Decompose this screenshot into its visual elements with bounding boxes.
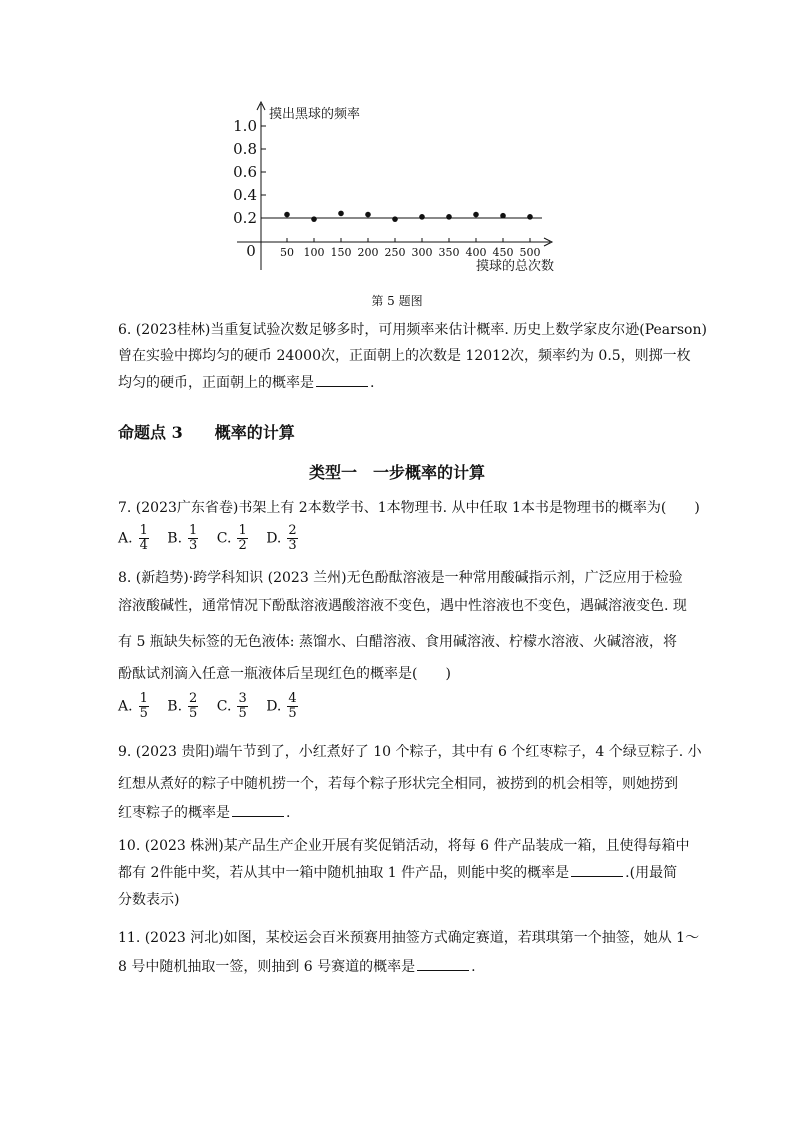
q8-choice-d[interactable]: D. $\frac{4}{5}$ [266, 691, 297, 721]
data-point [446, 214, 452, 220]
x-tick-label: 50 [280, 246, 294, 259]
x-tick-label: 150 [330, 246, 352, 259]
data-point [365, 212, 371, 218]
q7-choice-c[interactable]: C. $\frac{1}{2}$ [216, 523, 247, 553]
y-tick-label: 0.2 [233, 209, 257, 227]
y-axis-label: 摸出黑球的频率 [269, 107, 361, 122]
x-tick-label: 100 [303, 246, 325, 259]
q11-line-2-text: 8 号中随机抽取一签，则抽到 6 号赛道的概率是 [118, 959, 416, 975]
q11-line-2 [118, 956, 476, 977]
x-tick-label: 400 [465, 246, 487, 259]
q9-line-3 [118, 802, 290, 823]
origin-label: 0 [246, 242, 256, 260]
frequency-scatter-chart [225, 98, 565, 278]
x-tick-label: 250 [384, 246, 406, 259]
q8-choice-b[interactable]: B. $\frac{2}{5}$ [167, 691, 198, 721]
data-point [500, 213, 506, 219]
answer-blank [571, 862, 623, 877]
q10-line-2-end: .(用最简 [625, 865, 678, 881]
q8-choice-c[interactable]: C. $\frac{3}{5}$ [216, 691, 247, 721]
y-tick-label: 0.4 [233, 186, 257, 204]
fraction: $\frac{4}{5}$ [288, 691, 297, 721]
q11-line-2-end: . [471, 959, 476, 975]
q7-choice-b[interactable]: B. $\frac{1}{3}$ [167, 523, 198, 553]
q8-choices [118, 692, 312, 721]
q7-choice-d[interactable]: D. $\frac{2}{3}$ [266, 523, 297, 553]
q6-line-3-end: . [370, 375, 375, 391]
answer-blank [417, 956, 469, 971]
answer-blank [316, 372, 368, 387]
figure-caption: 第 5 题图 [371, 294, 423, 308]
type-heading: 类型一 一步概率的计算 [308, 463, 485, 482]
x-tick-label: 200 [357, 246, 379, 259]
fraction: $\frac{2}{3}$ [288, 523, 297, 553]
answer-blank [232, 802, 284, 817]
q10-line-3: 分数表示) [118, 892, 180, 908]
q9-line-3-end: . [286, 805, 291, 821]
q8-line-1: 8. (新趋势)·跨学科知识 (2023 兰州)无色酚酞溶液是一种常用酸碱指示剂，广泛应用于检验 [118, 570, 683, 586]
x-tick-label: 300 [411, 246, 433, 259]
q7-line-1: 7. (2023广东省卷)书架上有 2本数学书、1本物理书. 从中任取 1本书是物理书的概率为( ) [118, 500, 700, 516]
data-point [311, 216, 317, 222]
q9-line-2: 红想从煮好的粽子中随机捞一个，若每个粽子形状完全相同，被捞到的机会相等，则她捞到 [118, 776, 678, 792]
y-tick-label: 1.0 [233, 117, 257, 135]
fraction: $\frac{2}{5}$ [189, 691, 198, 721]
data-point [473, 212, 479, 218]
fraction: $\frac{1}{3}$ [189, 523, 198, 553]
section-heading: 命题点 3 概率的计算 [118, 423, 295, 442]
q6-line-3-text: 均匀的硬币，正面朝上的概率是 [118, 375, 314, 391]
x-axis-label: 摸球的总次数 [475, 259, 555, 274]
data-point [419, 214, 425, 220]
data-point [284, 212, 290, 218]
fraction: $\frac{3}{5}$ [238, 691, 247, 721]
y-tick-label: 0.6 [233, 163, 257, 181]
q6-line-1: 6. (2023桂林)当重复试验次数足够多时，可用频率来估计概率. 历史上数学家皮尔逊(Pearson) [118, 322, 707, 338]
q10-line-2-text: 都有 2件能中奖，若从其中一箱中随机抽取 1 件产品，则能中奖的概率是 [118, 865, 570, 881]
y-tick-label: 0.8 [233, 140, 257, 158]
fraction: $\frac{1}{4}$ [139, 523, 148, 553]
q9-line-1: 9. (2023 贵阳)端午节到了，小红煮好了 10 个粽子，其中有 6 个红枣粽子，4 个绿豆粽子. 小 [118, 744, 702, 760]
x-tick-label: 500 [519, 246, 541, 259]
q7-choice-a[interactable]: A. $\frac{1}{4}$ [118, 523, 148, 553]
x-tick-label: 450 [492, 246, 514, 259]
q10-line-1: 10. (2023 株洲)某产品生产企业开展有奖促销活动，将每 6 件产品装成一箱，且使得每箱中 [118, 838, 690, 854]
q8-line-3: 有 5 瓶缺失标签的无色液体: 蒸馏水、白醋溶液、食用碱溶液、柠檬水溶液、火碱溶液，将 [118, 634, 677, 650]
data-point [338, 211, 344, 217]
data-point [392, 216, 398, 222]
q11-line-1: 11. (2023 河北)如图，某校运会百米预赛用抽签方式确定赛道，若琪琪第一个抽签，她从 1～ [118, 930, 700, 946]
q8-choice-a[interactable]: A. $\frac{1}{5}$ [118, 691, 148, 721]
q9-line-3-text: 红枣粽子的概率是 [118, 805, 230, 821]
q8-line-4: 酚酞试剂滴入任意一瓶液体后呈现红色的概率是( ) [118, 666, 451, 682]
q7-choices [118, 524, 312, 553]
q10-line-2 [118, 862, 677, 883]
fraction: $\frac{1}{2}$ [238, 523, 247, 553]
fraction: $\frac{1}{5}$ [139, 691, 148, 721]
data-point [527, 214, 533, 220]
q6-line-2: 曾在实验中掷均匀的硬币 24000次，正面朝上的次数是 12012次，频率约为 0.5，则掷一枚 [118, 348, 691, 364]
x-tick-label: 350 [438, 246, 460, 259]
q6-line-3 [118, 372, 374, 393]
q8-line-2: 溶液酸碱性，通常情况下酚酞溶液遇酸溶液不变色，遇中性溶液也不变色，遇碱溶液变色. 现 [118, 598, 687, 614]
